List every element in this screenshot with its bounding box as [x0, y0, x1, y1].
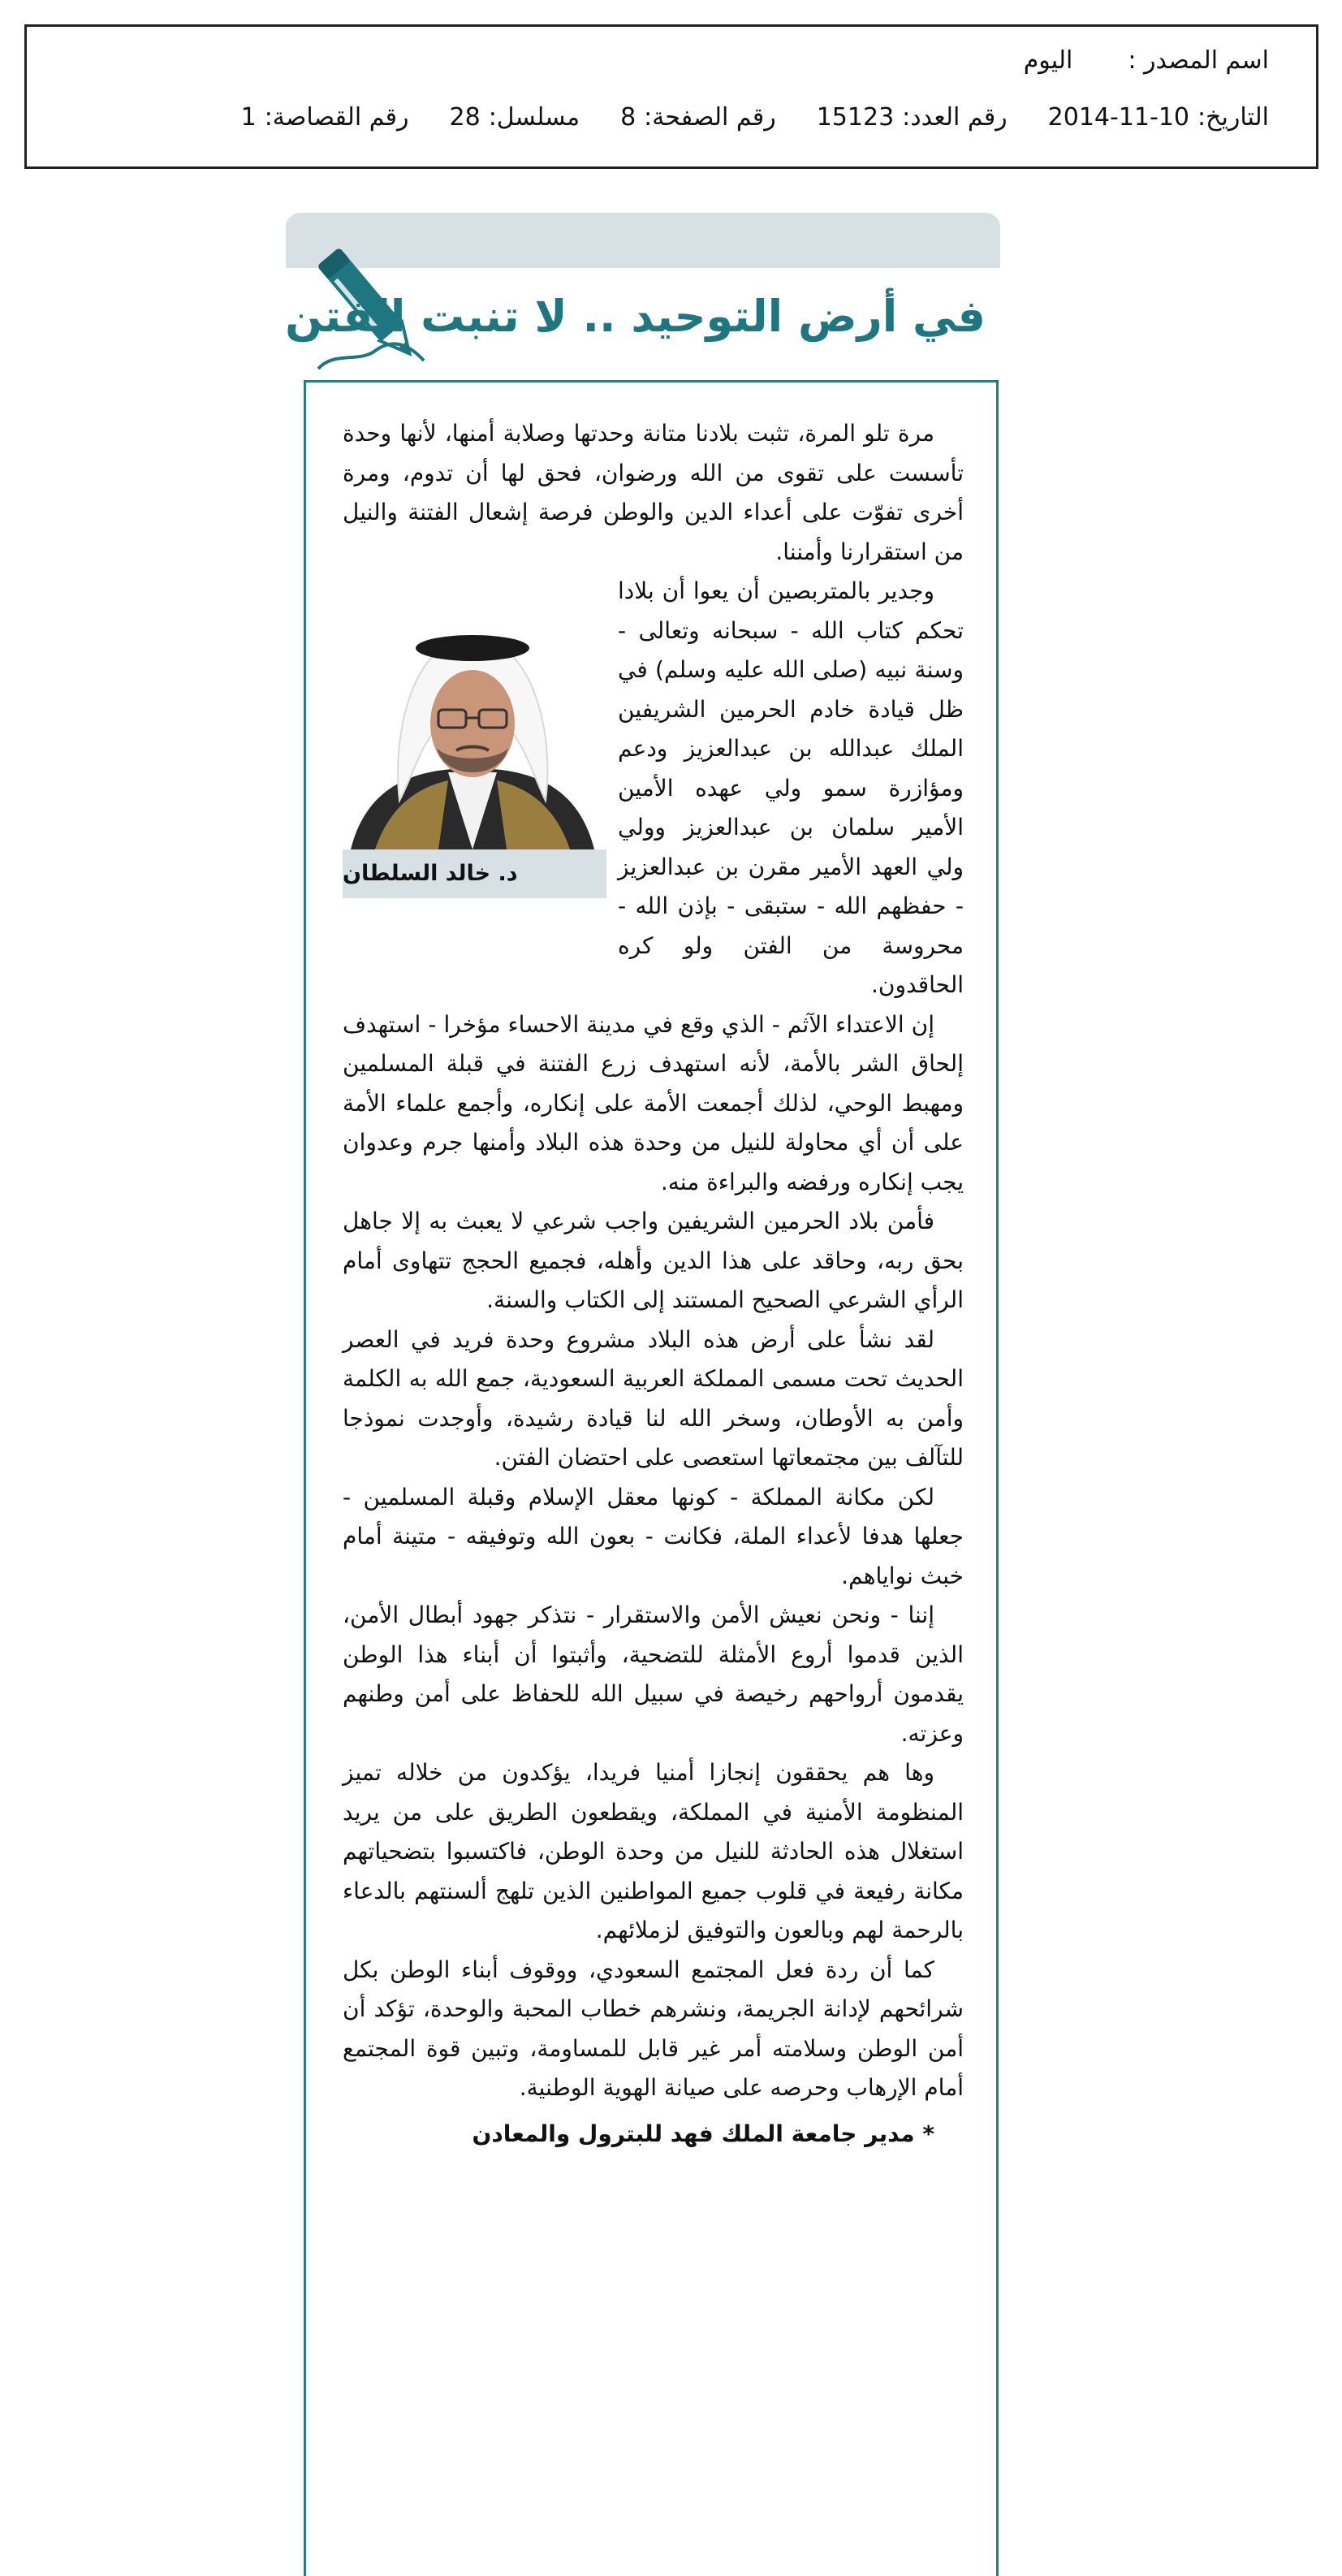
clip-label: رقم القصاصة:	[264, 103, 409, 132]
source-info-box	[24, 24, 1318, 169]
paragraph-4: فأمن بلاد الحرمين الشريفين واجب شرعي لا يعبث به إلا جاهل بحق ربه، وحاقد على هذا الدين وأهله، فجميع الحجج تتهاوى أمام الرأي الشرعي الصحيح المستند إلى الكتاب والسنة.	[343, 1208, 964, 1313]
clip-value: 1	[240, 103, 257, 132]
paragraph-2: وجدير بالمتربصين أن يعوا أن بلادا تحكم كتاب الله - سبحانه وتعالى - وسنة نبيه (صلى الله عليه وسلم) في ظل قيادة خادم الحرمين الشريفين الملك عبدالله بن عبدالعزيز ودعم ومؤازرة سمو ولي عهده الأمين الأمير سلمان بن عبدالعزيز وولي ولي العهد الأمير مقرن بن عبدالعزيز - حفظهم الله - ستبقى - بإذن الله - محروسة من الفتن ولو كره الحاقدون.	[618, 577, 964, 998]
paragraph-6: لكن مكانة المملكة - كونها معقل الإسلام وقبلة المسلمين - جعلها هدفا لأعداء الملة، فكانت - بعون الله وتوفيقه - متينة أمام خبث نواياهم.	[343, 1483, 964, 1589]
paragraph-8: وها هم يحققون إنجازا أمنيا فريدا، يؤكدون من خلاله تميز المنظومة الأمنية في المملكة، ويقطعون الطريق على من يريد استغلال هذه الحادثة للنيل من وحدة الوطن، فاكتسبوا بتضحياتهم مكانة رفيعة في قلوب جميع المواطنين الذين تلهج ألسنتهم بالدعاء بالرحمة لهم وبالعون والتوفيق لزملائهم.	[343, 1759, 964, 1943]
page-field	[620, 103, 776, 132]
paragraph-7: إننا - ونحن نعيش الأمن والاستقرار - نتذكر جهود أبطال الأمن، الذين قدموا أروع الأمثلة للتضحية، وأثبتوا أن أبناء هذا الوطن يقدمون أرواحهم رخيصة في سبيل الله للحفاظ على أمن وطنهم وعزته.	[343, 1601, 964, 1747]
issue-field	[817, 103, 1008, 132]
paragraph-1: مرة تلو المرة، تثبت بلادنا متانة وحدتها وصلابة أمنها، لأنها وحدة تأسست على تقوى من الله ورضوان، فحق لها أن تدوم، ومرة أخرى تفوّت على أعداء الدين والوطن فرصة إشعال الفتنة والنيل من استقرارنا وأمننا.	[343, 420, 964, 565]
clip-field	[241, 103, 409, 132]
date-value: 2014-11-10	[1047, 103, 1190, 132]
serial-label: مسلسل:	[488, 103, 580, 132]
date-label: التاريخ:	[1197, 103, 1269, 132]
paragraph-3: إن الاعتداء الآثم - الذي وقع في مدينة الاحساء مؤخرا - استهدف إلحاق الشر بالأمة، لأنه استهدف زرع الفتنة في قبلة المسلمين ومهبط الوحي، لذلك أجمعت الأمة على إنكاره، وأجمع علماء الأمة على أن أي محاولة للنيل من وحدة هذه البلاد وأمنها جرم وعدوان يجب إنكاره ورفضه والبراءة منه.	[343, 1010, 964, 1195]
source-row	[1024, 46, 1269, 75]
serial-field	[450, 103, 580, 132]
serial-value: 28	[449, 103, 481, 132]
issue-value: 15123	[816, 103, 895, 132]
author-note: * مدير جامعة الملك فهد للبترول والمعادن	[472, 2120, 934, 2147]
page-value: 8	[620, 103, 636, 132]
publication-details-row	[201, 103, 1269, 132]
article-body	[343, 414, 964, 2154]
date-field	[1048, 103, 1269, 132]
issue-label: رقم العدد:	[902, 103, 1008, 132]
author-photo	[343, 606, 601, 849]
paragraph-5: لقد نشأ على أرض هذه البلاد مشروع وحدة فريد في العصر الحديث تحت مسمى المملكة العربية السعودية، جمع الله به الكلمة وأمن به الأوطان، وسخر الله لنا قيادة رشيدة، وأوجدت نموذجا للتآلف بين مجتمعاتها استعصى على احتضان الفتن.	[343, 1325, 964, 1471]
author-caption: د. خالد السلطان	[343, 849, 606, 898]
paragraph-9: كما أن ردة فعل المجتمع السعودي، ووقوف أبناء الوطن بكل شرائحهم لإدانة الجريمة، ونشرهم خطاب المحبة والوحدة، تؤكد أن أمن الوطن وسلامته أمر غير قابل للمساومة، وتبين قوة المجتمع أمام الإرهاب وحرصه على صيانة الهوية الوطنية.	[343, 1956, 964, 2101]
source-value: اليوم	[1023, 46, 1073, 75]
page-label: رقم الصفحة:	[644, 103, 776, 132]
source-label: اسم المصدر :	[1128, 46, 1269, 75]
article-clipping	[286, 213, 1000, 2576]
author-photo-block	[343, 572, 606, 966]
headline: في أرض التوحيد .. لا تنبت الفتن	[285, 291, 986, 342]
